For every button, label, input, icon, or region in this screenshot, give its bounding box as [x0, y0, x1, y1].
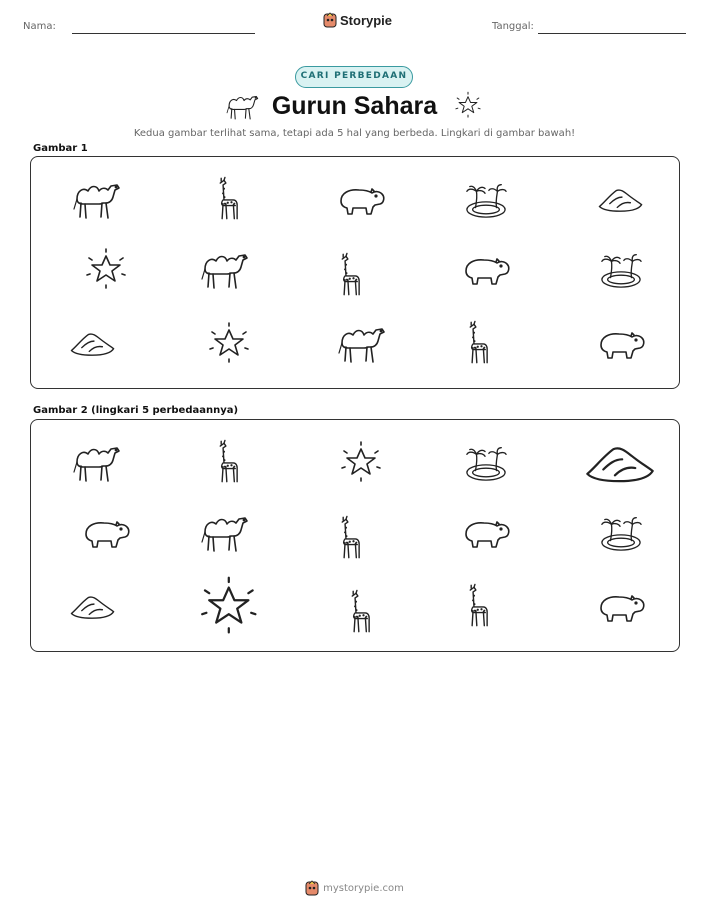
- instruction-text: Kedua gambar terlihat sama, tetapi ada 5 hal yang berbeda. Lingkari di gambar bawah!: [133, 128, 576, 139]
- footer-site: mystorypie.com: [323, 882, 404, 894]
- sand-dune-icon: [596, 184, 646, 214]
- giraffe-icon[interactable]: [209, 439, 239, 485]
- picture-1-panel: [30, 156, 680, 389]
- star-icon[interactable]: [339, 440, 383, 484]
- star-icon: [84, 247, 128, 291]
- camel-icon: [336, 321, 386, 365]
- giraffe-icon: [209, 176, 239, 222]
- giraffe-icon[interactable]: [341, 589, 371, 635]
- hippo-icon: [335, 181, 387, 217]
- star-icon: [207, 321, 251, 365]
- star-icon[interactable]: [198, 575, 260, 637]
- giraffe-icon[interactable]: [331, 515, 361, 561]
- page-title-wrap: [0, 92, 709, 121]
- hippo-icon[interactable]: [460, 514, 512, 550]
- sand-dune-icon: [68, 328, 118, 358]
- giraffe-icon: [459, 320, 489, 366]
- name-label: Nama:: [23, 21, 56, 32]
- camel-icon: [71, 177, 121, 221]
- page-title: Gurun Sahara: [271, 92, 438, 120]
- oasis-icon[interactable]: [597, 511, 645, 553]
- activity-badge: CARI PERBEDAAN: [295, 66, 413, 88]
- sand-dune-icon[interactable]: [582, 439, 660, 486]
- date-field[interactable]: [538, 33, 686, 34]
- storypie-mascot-icon: [323, 12, 337, 28]
- hippo-icon[interactable]: [80, 514, 132, 550]
- oasis-icon: [462, 178, 510, 220]
- hippo-icon[interactable]: [595, 588, 647, 624]
- picture-2-panel[interactable]: [30, 419, 680, 652]
- section2-label: Gambar 2 (lingkari 5 perbedaannya): [33, 405, 239, 416]
- hippo-icon: [460, 251, 512, 287]
- sand-dune-icon[interactable]: [68, 591, 118, 621]
- brand-logo: [323, 12, 392, 28]
- giraffe-icon: [331, 252, 361, 298]
- footer: [0, 880, 709, 896]
- date-label: Tanggal:: [492, 21, 534, 32]
- hippo-icon: [595, 325, 647, 361]
- oasis-icon[interactable]: [462, 441, 510, 483]
- brand-name: Storypie: [340, 12, 393, 28]
- star-icon: [454, 91, 482, 123]
- camel-icon: [199, 247, 249, 291]
- storypie-mascot-icon: [305, 880, 319, 896]
- camel-icon[interactable]: [199, 510, 249, 554]
- camel-icon[interactable]: [71, 440, 121, 484]
- giraffe-icon[interactable]: [459, 583, 489, 629]
- oasis-icon: [597, 248, 645, 290]
- section1-label: Gambar 1: [33, 143, 88, 154]
- name-field[interactable]: [72, 33, 255, 34]
